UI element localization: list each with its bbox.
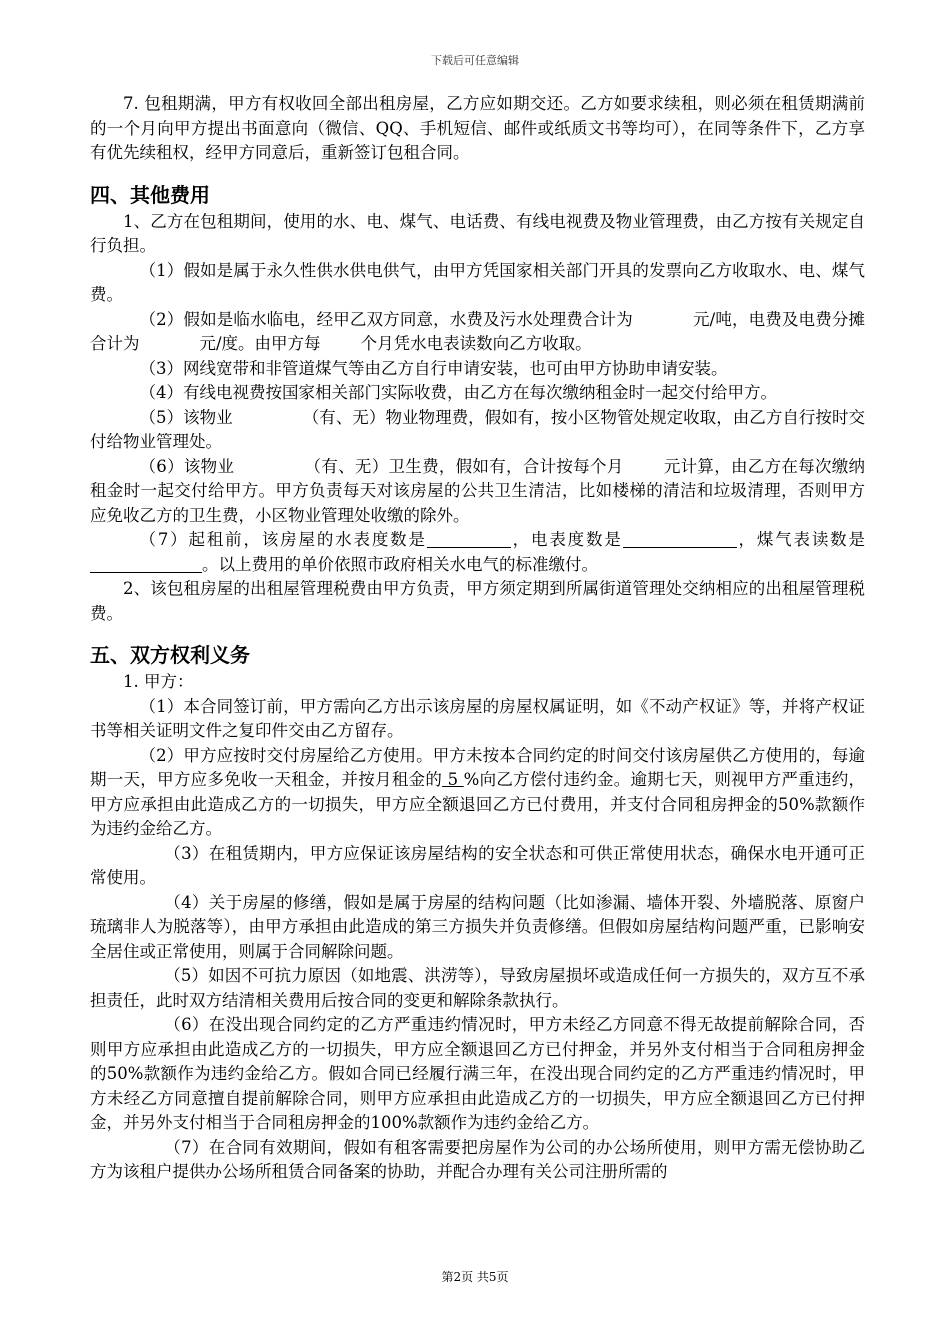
section-4-s6: （6）该物业 （有、无）卫生费，假如有，合计按每个月 元计算，由乙方在每次缴纳租金时一起交付给甲方。甲方负责每天对该房屋的公共卫生清洁，比如楼梯的清洁和垃圾清理，否则甲方应免收乙方的卫生费，小区物业管理处收缴的除外。 xyxy=(90,456,866,525)
section-4-p2: 2、该包租房屋的出租屋管理税费由甲方负责，甲方须定期到所属街道管理处交纳相应的出租屋管理税费。 xyxy=(90,579,865,623)
document-body xyxy=(90,92,865,1185)
clause-7: 7. 包租期满，甲方有权收回全部出租房屋，乙方应如期交还。乙方如要求续租，则必须在租赁期满前的一个月向甲方提出书面意向（微信、QQ、手机短信、邮件或纸质文书等均可），在同等条件下，乙方享有优先续租权，经甲方同意后，重新签订包租合同。 xyxy=(90,94,865,162)
penalty-percent: 5 xyxy=(442,770,464,789)
electric-meter-blank xyxy=(623,529,737,548)
section-5-a1: （1）本合同签订前，甲方需向乙方出示该房屋的房屋权属证明，如《不动产权证》等，并将产权证书等相关证明文件之复印件交由乙方留存。 xyxy=(90,696,865,740)
page-footer: 第2页 共5页 xyxy=(441,1270,509,1284)
section-5-a5: （5）如因不可抗力原因（如地震、洪涝等），导致房屋损坏或造成任何一方损失的，双方互不承担责任，此时双方结清相关费用后按合同的变更和解除条款执行。 xyxy=(90,966,865,1010)
section-4-s2: （2）假如是临水临电，经甲乙双方同意，水费及污水处理费合计为 元/吨，电费及电费分摊合计为 元/度。由甲方每 个月凭水电表读数向乙方收取。 xyxy=(90,309,865,353)
section-4-title: 四、其他费用 xyxy=(90,182,210,207)
section-5-party: 1. 甲方： xyxy=(123,672,194,691)
water-meter-blank xyxy=(427,529,511,548)
section-4-s5: （5）该物业 （有、无）物业物理费，假如有，按小区物管处规定收取，由乙方自行按时交付给物业管理处。 xyxy=(90,407,866,451)
page-header: 下载后可任意编辑 xyxy=(431,54,519,67)
section-5-a4: （4）关于房屋的修缮，假如是属于房屋的结构问题（比如渗漏、墙体开裂、外墙脱落、原窗户琉璃非人为脱落等），由甲方承担由此造成的第三方损失并负责修缮。但假如房屋结构问题严重，已影响安全居住或正常使用，则属于合同解除问题。 xyxy=(90,892,865,961)
section-5-title: 五、双方权利义务 xyxy=(90,643,250,667)
section-5-a7: （7）在合同有效期间，假如有租客需要把房屋作为公司的办公场所使用，则甲方需无偿协助乙方为该租户提供办公场所租赁合同备案的协助，并配合办理有关公司注册所需的 xyxy=(90,1137,865,1181)
gas-meter-blank xyxy=(90,554,202,573)
section-5-a3: （3）在租赁期内，甲方应保证该房屋结构的安全状态和可供正常使用状态，确保水电开通可正常使用。 xyxy=(90,843,865,887)
section-4-s1: （1）假如是属于永久性供水供电供气，由甲方凭国家相关部门开具的发票向乙方收取水、电、煤气费。 xyxy=(90,260,865,304)
section-4-s3: （3）网线宽带和非管道煤气等由乙方自行申请安装，也可由甲方协助申请安装。 xyxy=(139,358,728,378)
section-5-a2: （2）甲方应按时交付房屋给乙方使用。甲方未按本合同约定的时间交付该房屋供乙方使用的，每逾期一天，甲方应多免收一天租金，并按月租金的 5 %向乙方偿付违约金。逾期七天，则视甲方严重违约，甲方应承担由此造成乙方的一切损失，甲方应全额退回乙方已付费用，并支付合同租房押金的50%款额作为违约金给乙方。 xyxy=(90,745,865,838)
section-4-s4: （4）有线电视费按国家相关部门实际收费，由乙方在每次缴纳租金时一起交付给甲方。 xyxy=(139,383,777,402)
section-5-a6: （6）在没出现合同约定的乙方严重违约情况时，甲方未经乙方同意不得无故提前解除合同，否则甲方应承担由此造成乙方的一切损失，甲方应全额退回乙方已付押金，并另外支付相当于合同租房押金的50%款额作为违约金给乙方。假如合同已经履行满三年，在没出现合同约定的乙方严重违约情况时，甲方未经乙方同意擅自提前解除合同，则甲方应承担由此造成乙方的一切损失，甲方应全额退回乙方已付押金，并另外支付相当于合同租房押金的100%款额作为违约金给乙方。 xyxy=(90,1015,865,1132)
section-4-p1: 1、乙方在包租期间，使用的水、电、煤气、电话费、有线电视费及物业管理费，由乙方按有关规定自行负担。 xyxy=(90,211,865,255)
section-4-s7: （7）起租前，该房屋的水表度数是 ，电表度数是 ，煤气表读数是。以上费用的单价依照市政府相关水电气的标准缴付。 xyxy=(90,528,865,577)
